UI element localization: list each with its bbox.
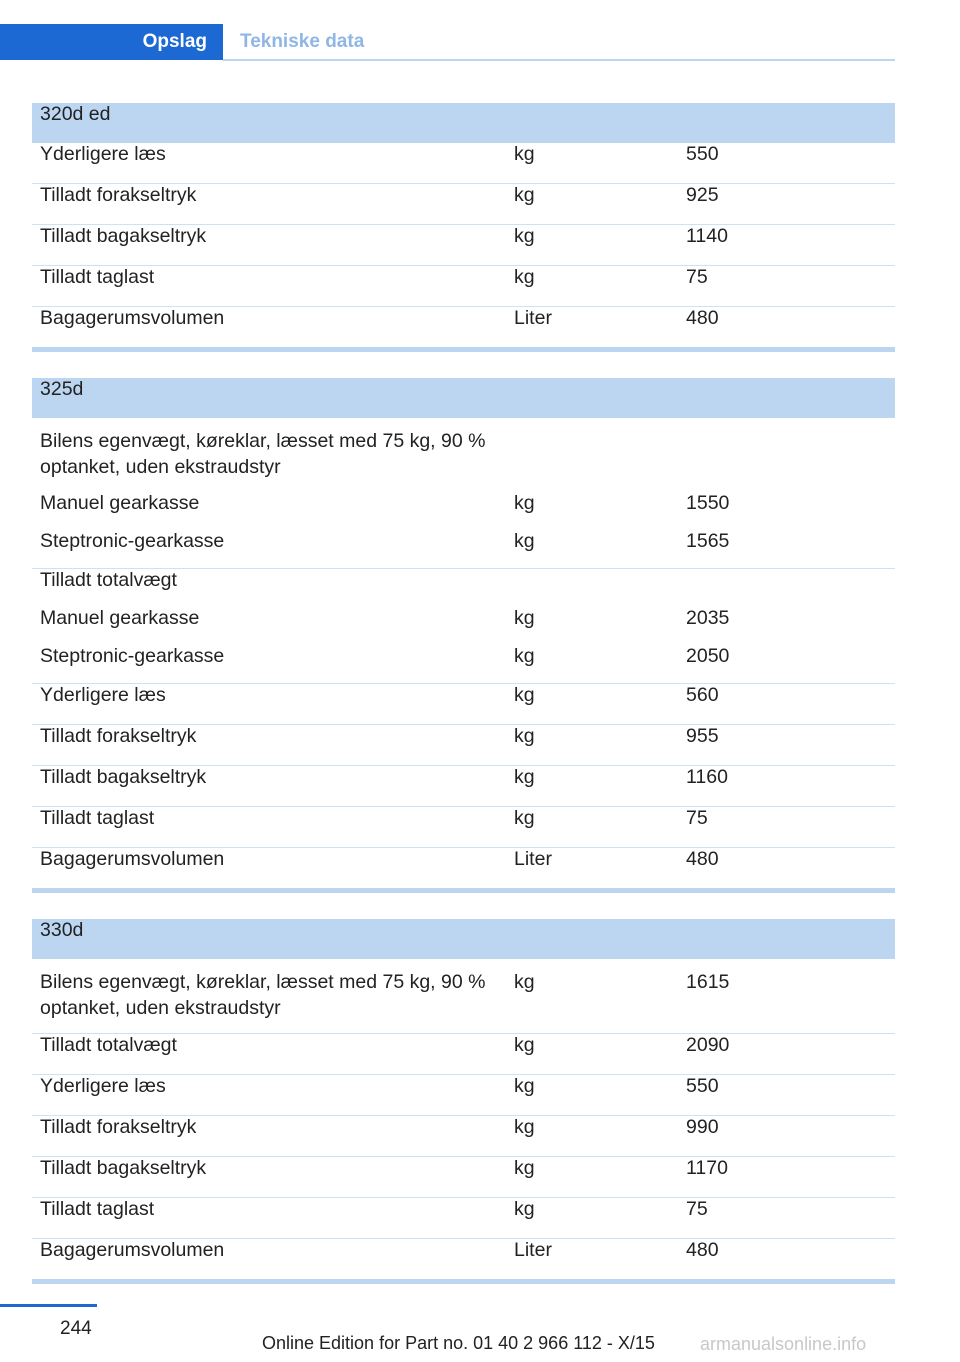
table-title: 320d ed (32, 103, 895, 143)
spec-tables (32, 103, 895, 1310)
table-header (32, 919, 895, 959)
row-value: 75 (678, 1198, 895, 1239)
row-value (678, 418, 895, 492)
table-row (32, 418, 895, 492)
row-unit: kg (506, 1198, 678, 1239)
table-end-bar (32, 347, 895, 352)
row-label: Yderligere læs (32, 684, 506, 725)
row-value: 480 (678, 307, 895, 348)
table-row (32, 684, 895, 725)
edition-note: Online Edition for Part no. 01 40 2 966 112 - X/15 (262, 1333, 655, 1353)
row-unit: kg (506, 1157, 678, 1198)
row-value: 480 (678, 848, 895, 889)
table-row (32, 1239, 895, 1280)
row-unit: Liter (506, 848, 678, 889)
row-value: 75 (678, 266, 895, 307)
row-value: 480 (678, 1239, 895, 1280)
table-row (32, 225, 895, 266)
table-row (32, 143, 895, 184)
table-row (32, 530, 895, 569)
row-unit (506, 418, 678, 492)
table-row (32, 307, 895, 348)
row-label: Tilladt forakseltryk (32, 725, 506, 766)
table-row (32, 1075, 895, 1116)
row-value: 1140 (678, 225, 895, 266)
row-value: 550 (686, 143, 719, 165)
table-row (32, 1157, 895, 1198)
row-unit: kg (506, 1075, 678, 1116)
row-unit: kg (506, 807, 678, 848)
row-unit: kg (514, 971, 535, 993)
header-divider (223, 59, 895, 61)
table-row (32, 1034, 895, 1075)
table-row (32, 607, 895, 645)
tab-tekniske-data[interactable]: Tekniske data (240, 31, 365, 52)
row-unit: kg (506, 766, 678, 807)
row-value: 560 (678, 684, 895, 725)
row-label: Steptronic-gearkasse (40, 530, 225, 552)
table-row (32, 1198, 895, 1239)
row-unit: kg (506, 184, 678, 225)
row-value: 2090 (678, 1034, 895, 1075)
row-value (678, 569, 895, 608)
row-value: 1550 (686, 492, 730, 514)
spec-table-320d-ed (32, 103, 895, 352)
row-label: Manuel gearkasse (40, 492, 200, 514)
row-label: Tilladt bagakseltryk (32, 225, 506, 266)
spec-table-330d (32, 919, 895, 1284)
row-value: 2035 (686, 607, 730, 629)
page-header (0, 24, 895, 62)
row-unit: Liter (506, 307, 678, 348)
row-value: 990 (678, 1116, 895, 1157)
table-title: 325d (32, 378, 895, 418)
row-unit: kg (514, 530, 535, 552)
row-label: Tilladt bagakseltryk (32, 1157, 506, 1198)
row-value: 1160 (678, 766, 895, 807)
row-label: Yderligere læs (32, 1075, 506, 1116)
table-title: 330d (32, 919, 895, 959)
row-value: 955 (678, 725, 895, 766)
row-label: Yderligere læs (40, 143, 166, 165)
row-label: Steptronic-gearkasse (40, 645, 225, 667)
row-value: 1170 (678, 1157, 895, 1198)
table-end-bar (32, 1279, 895, 1284)
row-value: 925 (678, 184, 895, 225)
table-row (32, 848, 895, 889)
table-row (32, 569, 895, 608)
row-label: Tilladt forakseltryk (32, 1116, 506, 1157)
table-header (32, 103, 895, 143)
row-unit: kg (506, 1116, 678, 1157)
spec-table-325d (32, 378, 895, 893)
page-number: 244 (60, 1318, 92, 1339)
row-unit: kg (506, 225, 678, 266)
table-row (32, 266, 895, 307)
row-label: Bilens egenvægt, køreklar, læsset med 75 kg, 90 % optanket, uden ekstraudstyr (40, 971, 486, 1019)
table-row (32, 725, 895, 766)
row-label: Tilladt bagakseltryk (32, 766, 506, 807)
row-label: Manuel gearkasse (40, 607, 200, 629)
row-label: Bagagerumsvolumen (32, 1239, 506, 1280)
table-row (32, 807, 895, 848)
row-label: Tilladt totalvægt (32, 1034, 506, 1075)
row-unit: kg (506, 725, 678, 766)
row-unit (506, 569, 678, 608)
row-label: Bagagerumsvolumen (32, 307, 506, 348)
watermark: armanualsonline.info (700, 1334, 867, 1354)
tab-opslag[interactable]: Opslag (0, 24, 223, 60)
row-unit: kg (506, 266, 678, 307)
row-label: Tilladt taglast (32, 266, 506, 307)
table-end-bar (32, 888, 895, 893)
row-unit: kg (514, 492, 535, 514)
row-value: 1615 (686, 971, 730, 993)
footer-accent-line (0, 1304, 97, 1307)
row-label: Bagagerumsvolumen (32, 848, 506, 889)
row-label: Tilladt forakseltryk (32, 184, 506, 225)
row-unit: Liter (506, 1239, 678, 1280)
row-label: Tilladt totalvægt (32, 569, 506, 608)
row-value: 75 (678, 807, 895, 848)
table-row (32, 1116, 895, 1157)
row-value: 1565 (686, 530, 730, 552)
row-unit: kg (506, 684, 678, 725)
row-label: Tilladt taglast (32, 807, 506, 848)
table-header (32, 378, 895, 418)
row-unit: kg (506, 1034, 678, 1075)
row-unit: kg (514, 607, 535, 629)
table-row (32, 959, 895, 1034)
row-unit: kg (514, 645, 535, 667)
table-row (32, 492, 895, 530)
row-value: 2050 (686, 645, 730, 667)
table-row (32, 766, 895, 807)
table-row (32, 184, 895, 225)
row-label: Tilladt taglast (32, 1198, 506, 1239)
table-row (32, 645, 895, 684)
row-value: 550 (678, 1075, 895, 1116)
row-label: Bilens egenvægt, køreklar, læsset med 75 kg, 90 % optanket, uden ekstraudstyr (40, 430, 486, 478)
row-unit: kg (514, 143, 535, 165)
